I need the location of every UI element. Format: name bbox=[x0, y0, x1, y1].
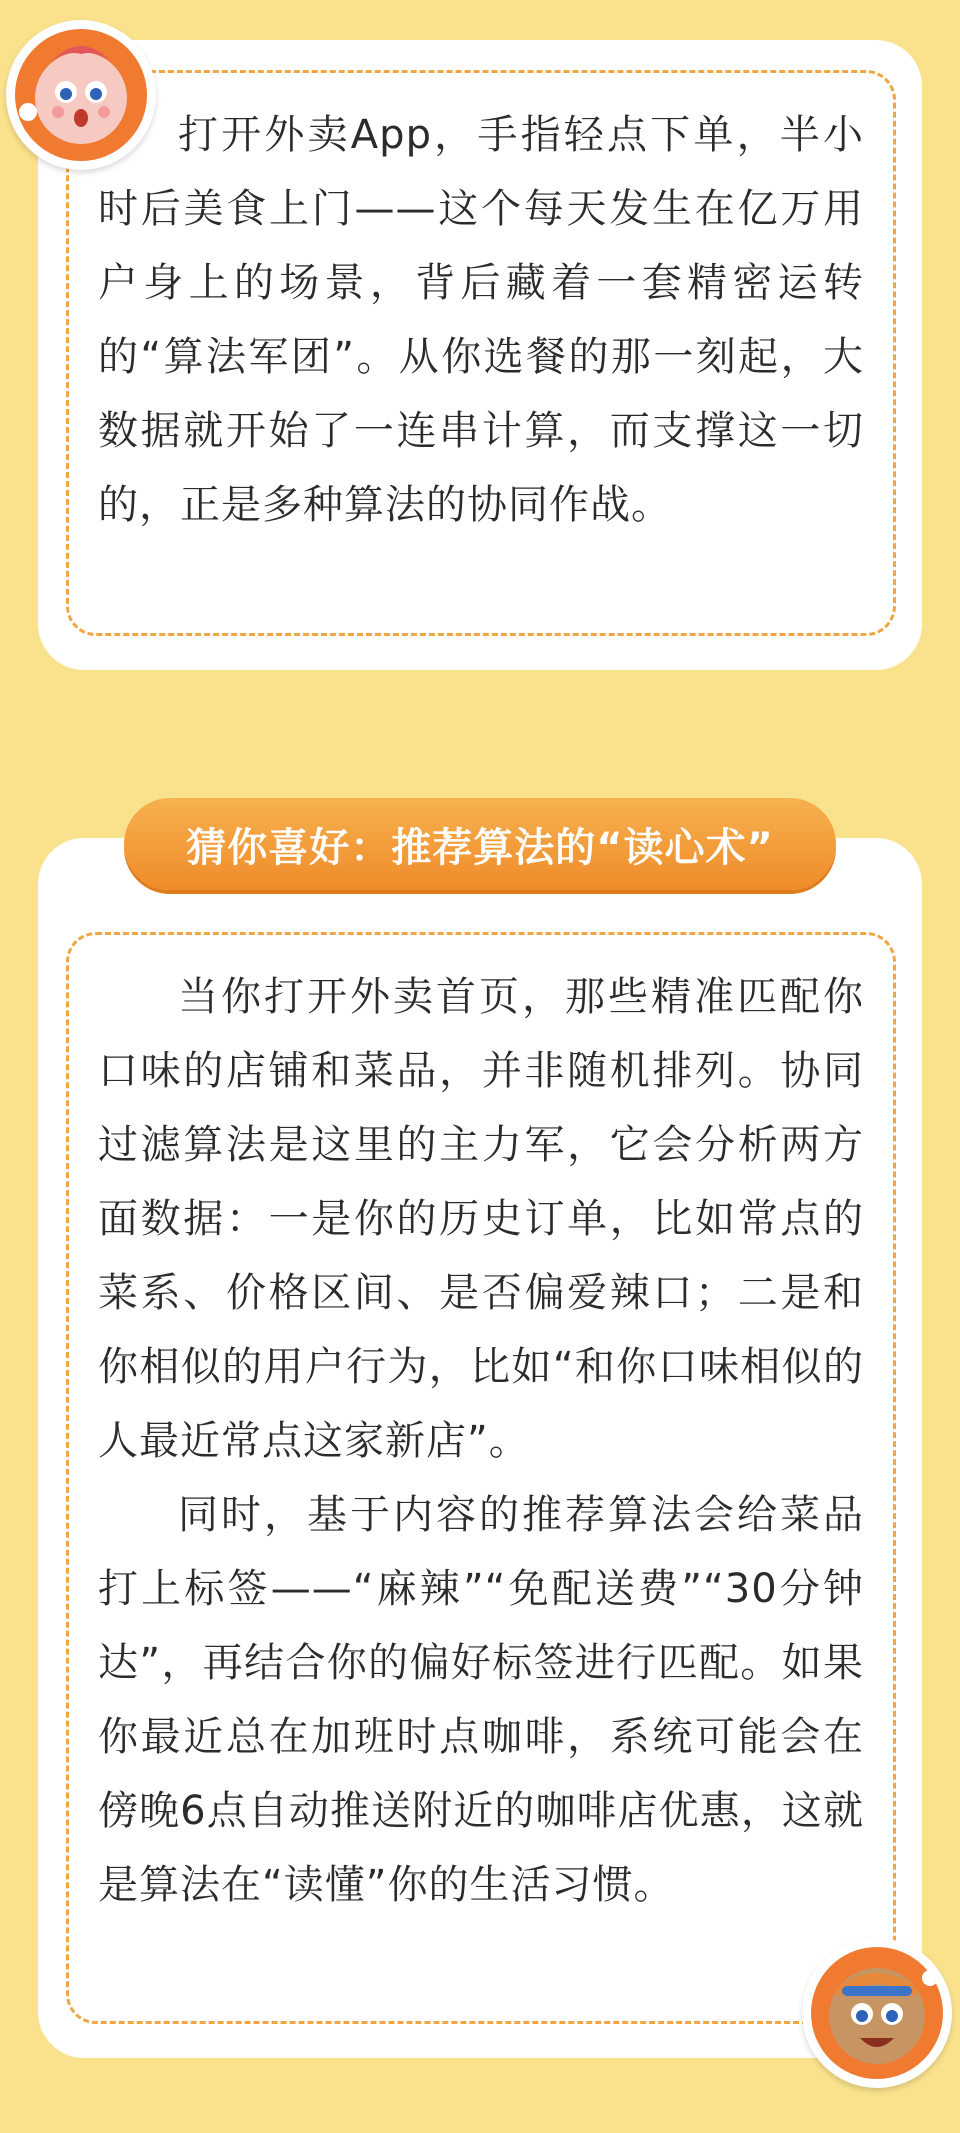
recommendation-paragraph-1: 当你打开外卖首页，那些精准匹配你口味的店铺和菜品，并非随机排列。协同过滤算法是这里的主力军，它会分析两方面数据：一是你的历史订单，比如常点的菜系、价格区间、是否偏爱辣口；二是和你相似的用户行为，比如“和你口味相似的人最近常点这家新店”。 bbox=[98, 974, 864, 1464]
section-title-pill bbox=[124, 798, 836, 890]
girl-mascot-icon bbox=[6, 20, 156, 170]
section-title: 猜你喜好：推荐算法的“读心术” bbox=[186, 824, 774, 871]
recommendation-text bbox=[98, 960, 864, 1922]
boy-mascot-icon bbox=[802, 1938, 952, 2088]
recommendation-paragraph-2: 同时，基于内容的推荐算法会给菜品打上标签——“麻辣”“免配送费”“30分钟达”，再结合你的偏好标签进行匹配。如果你最近总在加班时点咖啡，系统可能会在傍晚6点自动推送附近的咖啡店优惠，这就是算法在“读懂”你的生活习惯。 bbox=[98, 1492, 864, 1908]
intro-text bbox=[98, 98, 864, 542]
intro-paragraph: 打开外卖App，手指轻点下单，半小时后美食上门——这个每天发生在亿万用户身上的场景，背后藏着一套精密运转的“算法军团”。从你选餐的那一刻起，大数据就开始了一连串计算，而支撑这一切的，正是多种算法的协同作战。 bbox=[98, 112, 864, 528]
